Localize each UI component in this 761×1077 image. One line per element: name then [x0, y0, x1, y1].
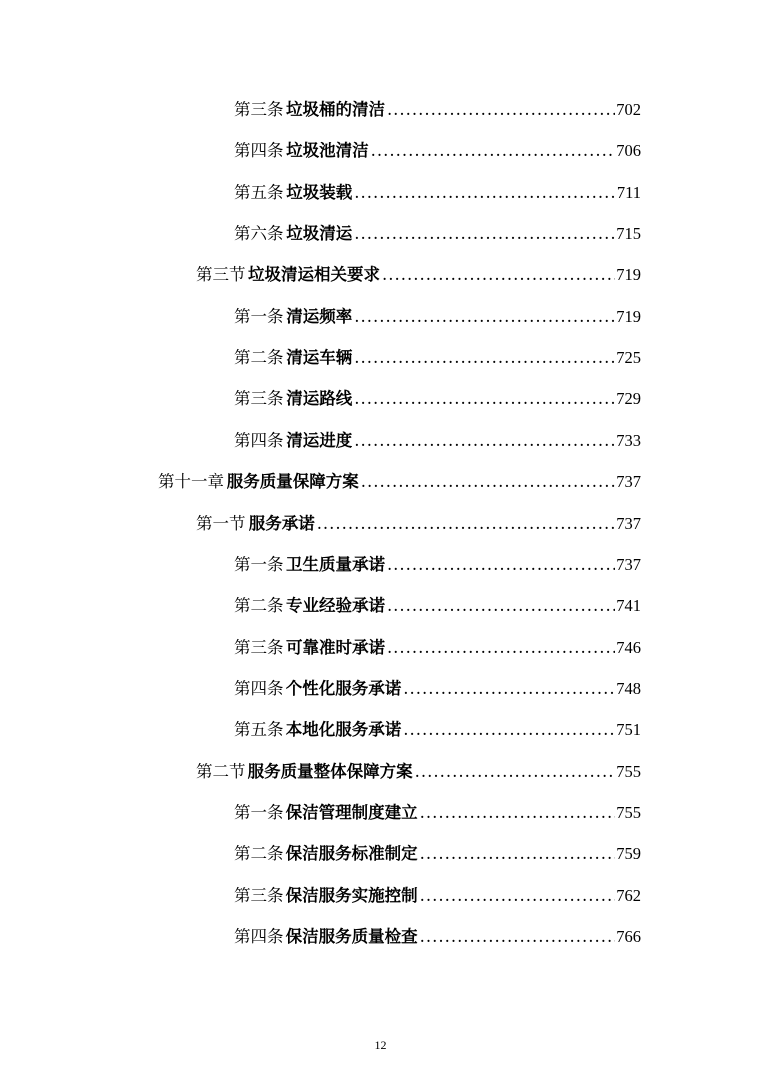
- toc-entry-page: 719: [616, 307, 641, 326]
- toc-entry-title: 本地化服务承诺: [285, 720, 402, 739]
- toc-entry[interactable]: [196, 261, 641, 289]
- toc-entry[interactable]: [234, 799, 641, 827]
- toc-entry-number: 第三条: [234, 389, 284, 408]
- toc-entry-page: 755: [616, 803, 641, 822]
- toc-entry[interactable]: [234, 220, 641, 248]
- toc-entry-title: 清运进度: [286, 431, 353, 450]
- toc-dot-leader: [354, 427, 615, 455]
- toc-entry-number: 第一条: [234, 307, 284, 326]
- toc-entry[interactable]: [234, 923, 641, 951]
- toc-entry-page: 766: [616, 927, 641, 946]
- toc-entry-page: 737: [616, 555, 641, 574]
- toc-dot-leader: [371, 137, 616, 165]
- toc-entry-number: 第三条: [234, 886, 284, 905]
- toc-entry-title: 垃圾清运: [286, 224, 353, 243]
- footer-page-number: 12: [374, 1038, 387, 1052]
- toc-entry-number: 第五条: [234, 183, 284, 202]
- toc-entry[interactable]: [234, 634, 641, 662]
- toc-dot-leader: [387, 96, 615, 124]
- toc-dot-leader: [403, 716, 615, 744]
- toc-entry-number: 第二条: [234, 348, 284, 367]
- toc-entry[interactable]: [234, 344, 641, 372]
- toc-entry-number: 第三条: [234, 638, 284, 657]
- toc-entry-title: 清运车辆: [286, 348, 353, 367]
- toc-entry-number: 第六条: [234, 224, 284, 243]
- toc-entry-page: 715: [616, 224, 641, 243]
- toc-entry-title: 清运频率: [286, 307, 353, 326]
- toc-entry-title: 垃圾装载: [286, 183, 353, 202]
- toc-entry-title: 可靠准时承诺: [285, 638, 385, 657]
- toc-dot-leader: [361, 468, 616, 496]
- toc-dot-leader: [420, 799, 616, 827]
- toc-entry-page: 751: [616, 720, 641, 739]
- toc-entry-title: 垃圾清运相关要求: [247, 265, 380, 284]
- toc-dot-leader: [387, 592, 615, 620]
- toc-entry-title: 保洁管理制度建立: [285, 803, 418, 822]
- toc-entry-page: 737: [616, 514, 641, 533]
- toc-entry-page: 748: [616, 679, 641, 698]
- toc-dot-leader: [420, 882, 616, 910]
- toc-entry-number: 第二节: [196, 762, 246, 781]
- toc-entry[interactable]: [196, 758, 641, 786]
- toc-entry[interactable]: [234, 716, 641, 744]
- toc-dot-leader: [387, 634, 615, 662]
- toc-dot-leader: [354, 303, 615, 331]
- toc-entry-page: 762: [616, 886, 641, 905]
- toc-entry-number: 第四条: [234, 141, 284, 160]
- toc-entry-title: 服务质量整体保障方案: [247, 762, 413, 781]
- toc-entry[interactable]: [234, 385, 641, 413]
- toc-dot-leader: [403, 675, 615, 703]
- toc-entry-page: 711: [616, 183, 641, 202]
- toc-entry-number: 第二条: [234, 596, 284, 615]
- toc-entry-page: 733: [616, 431, 641, 450]
- toc-entry-title: 服务承诺: [248, 514, 315, 533]
- toc-entry[interactable]: [234, 427, 641, 455]
- toc-entry-title: 垃圾池清洁: [286, 141, 369, 160]
- toc-entry-number: 第一节: [196, 514, 246, 533]
- toc-entry-number: 第四条: [234, 927, 284, 946]
- toc-dot-leader: [387, 551, 615, 579]
- toc-dot-leader: [354, 344, 615, 372]
- toc-entry-page: 719: [616, 265, 641, 284]
- toc-entry[interactable]: [234, 179, 641, 207]
- toc-entry[interactable]: [234, 840, 641, 868]
- toc-dot-leader: [317, 510, 616, 538]
- toc-entry-page: 741: [616, 596, 641, 615]
- toc-entry[interactable]: [196, 510, 641, 538]
- toc-dot-leader: [420, 840, 616, 868]
- toc-entry-title: 个性化服务承诺: [285, 679, 402, 698]
- toc-entry-page: 706: [616, 141, 641, 160]
- toc-dot-leader: [354, 179, 616, 207]
- toc-dot-leader: [354, 220, 615, 248]
- toc-dot-leader: [354, 385, 615, 413]
- toc-entry-page: 759: [616, 844, 641, 863]
- toc-dot-leader: [382, 261, 615, 289]
- toc-entry-page: 725: [616, 348, 641, 367]
- toc-entry-title: 服务质量保障方案: [226, 472, 359, 491]
- toc-entry-number: 第二条: [234, 844, 284, 863]
- toc-entry[interactable]: [234, 96, 641, 124]
- toc-entry-title: 专业经验承诺: [285, 596, 385, 615]
- toc-entry[interactable]: [234, 882, 641, 910]
- toc-entry-page: 702: [616, 100, 641, 119]
- toc-entry-number: 第四条: [234, 679, 284, 698]
- toc-entry-page: 746: [616, 638, 641, 657]
- toc-entry-page: 729: [616, 389, 641, 408]
- toc-dot-leader: [415, 758, 616, 786]
- toc-entry-number: 第五条: [234, 720, 284, 739]
- toc-entry-page: 755: [616, 762, 641, 781]
- toc-entry-number: 第十一章: [158, 472, 224, 491]
- toc-entry-title: 保洁服务实施控制: [285, 886, 418, 905]
- toc-entry[interactable]: [234, 592, 641, 620]
- toc-entry-number: 第三节: [196, 265, 246, 284]
- toc-entry-title: 保洁服务质量检查: [285, 927, 418, 946]
- toc-entry[interactable]: [234, 137, 641, 165]
- toc-entry[interactable]: [234, 675, 641, 703]
- toc-entry-title: 保洁服务标准制定: [285, 844, 418, 863]
- toc-entry-number: 第一条: [234, 803, 284, 822]
- toc-entry-title: 卫生质量承诺: [285, 555, 385, 574]
- toc-entry[interactable]: [234, 551, 641, 579]
- toc-entry[interactable]: [158, 468, 641, 496]
- toc-entry-page: 737: [616, 472, 641, 491]
- toc-entry-title: 清运路线: [286, 389, 353, 408]
- toc-dot-leader: [420, 923, 616, 951]
- toc-entry[interactable]: [234, 303, 641, 331]
- toc-entry-number: 第三条: [234, 100, 284, 119]
- toc-entry-title: 垃圾桶的清洁: [285, 100, 385, 119]
- toc-entry-number: 第一条: [234, 555, 284, 574]
- toc-entry-number: 第四条: [234, 431, 284, 450]
